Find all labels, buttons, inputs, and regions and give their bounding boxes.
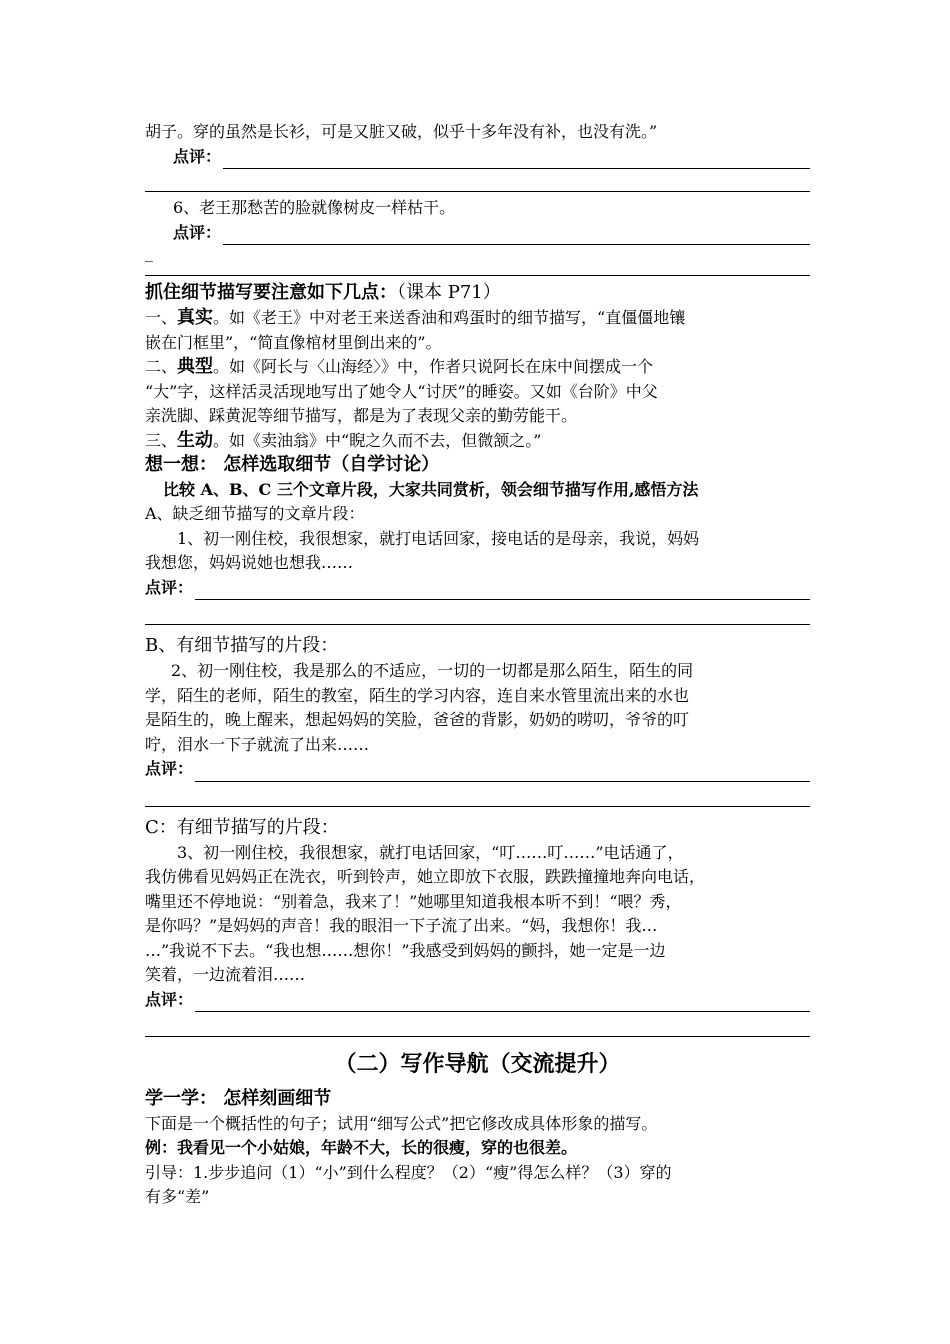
point-2-cont: 亲洗脚、踩黄泥等细节描写，都是为了表现父亲的勤劳能干。 (145, 406, 578, 425)
comment-label: 点评： (145, 577, 194, 597)
answer-blank-full[interactable] (145, 782, 810, 807)
section-b-line: 2、初一刚住校，我是那么的不适应，一切的一切都是那么陌生，陌生的同 (171, 661, 694, 680)
answer-blank[interactable] (195, 581, 810, 600)
answer-blank[interactable] (195, 993, 810, 1012)
learn-intro: 下面是一个概括性的句子；试用“细写公式”把它修改成具体形象的描写。 (145, 1113, 658, 1133)
point-2-key: 典型 (177, 356, 214, 377)
comment-line (145, 221, 810, 246)
answer-blank[interactable] (223, 226, 810, 245)
point-1-text: 。如《老王》中对老王来送香油和鸡蛋时的细节描写，“直僵僵地镶 (213, 308, 686, 327)
comment-line (145, 145, 810, 170)
section-c-line: 嘴里还不停地说：“别着急，我来了！”她哪里知道我根本听不到！“喂？秀， (145, 891, 682, 911)
point-3-prefix: 三、 (145, 430, 178, 450)
comment-line (145, 576, 810, 601)
answer-blank[interactable] (195, 763, 810, 782)
comment-label: 点评： (173, 146, 222, 166)
point-3-key: 生动 (177, 429, 214, 451)
section-c-line: 笑着，一边流着泪…… (145, 965, 306, 984)
comment-label: 点评： (145, 759, 194, 778)
example-sentence: 例：我看见一个小姑娘，年龄不大，长的很瘦，穿的也很差。 (145, 1138, 578, 1157)
section-c-line: …”我说不下去。“我也想……想你！”我感受到妈妈的颤抖，她一定是一边 (145, 940, 666, 960)
answer-blank-full[interactable] (145, 1012, 810, 1037)
section-c-line: 3、初一刚住校，我很想家，就打电话回家，“叮……叮……”电话通了， (177, 842, 684, 862)
points-heading-text: 抓住细节描写要注意如下几点： (145, 282, 397, 303)
section-b-line: 咛，泪水一下子就流了出来…… (145, 734, 370, 754)
think-heading: 想一想： 怎样选取细节（自学讨论） (145, 454, 440, 475)
point-1-cont: 嵌在门框里”，“简直像棺材里倒出来的”。 (145, 332, 442, 352)
section-c-line: 我仿佛看见妈妈正在洗衣，听到铃声，她立即放下衣服，跌跌撞撞地奔向电话， (145, 867, 706, 886)
learn-heading: 学一学： 怎样刻画细节 (145, 1088, 332, 1109)
section-b-title: B、有细节描写的片段： (145, 635, 339, 656)
comment-line (145, 757, 810, 782)
point-2-text: 。如《阿长与〈山海经〉》中，作者只说阿长在床中间摆成一个 (213, 357, 654, 376)
item-6: 6、老王那愁苦的脸就像树皮一样枯干。 (173, 198, 456, 217)
section-b-line: 学，陌生的老师，陌生的教室，陌生的学习内容，连自来水管里流出来的水也 (145, 685, 690, 705)
stray-mark: _ (145, 243, 153, 262)
point-2 (145, 355, 810, 380)
section-a-title: A、缺乏细节描写的文章片段： (145, 504, 365, 523)
quote-continuation: 胡子。穿的虽然是长衫，可是又脏又破，似乎十多年没有补，也没有洗。” (145, 122, 658, 141)
answer-blank-full[interactable] (145, 600, 810, 625)
guide-text: 引导：1.步步追问（1）“小”到什么程度？（2）“瘦”得怎么样？（3）穿的 (145, 1162, 672, 1182)
guide-line-cont: 有多“差” (145, 1187, 210, 1206)
answer-blank[interactable] (223, 150, 810, 169)
comment-label: 点评： (173, 222, 222, 242)
document-page (145, 120, 810, 1210)
points-heading (145, 280, 810, 306)
point-3-text: 。如《卖油翁》中“睨之久而不去，但微颔之。” (213, 430, 542, 450)
comment-label: 点评： (145, 989, 194, 1009)
section-a-line: 我想您，妈妈说她也想我…… (145, 553, 354, 572)
point-2-cont: “大”字，这样活灵活现地写出了她令人“讨厌”的睡姿。又如《台阶》中父 (145, 381, 658, 401)
point-3 (145, 429, 810, 454)
points-heading-ref: （课本 P71） (397, 282, 501, 303)
answer-blank-full[interactable] (145, 169, 810, 192)
point-1-prefix: 一、 (145, 308, 178, 327)
section-c-line: 是你吗？”是妈妈的声音！我的眼泪一下子流了出来。“妈，我想你！我… (145, 916, 658, 935)
answer-blank-full[interactable] (145, 261, 810, 276)
section-2-title: （二）写作导航（交流提升） (334, 1051, 621, 1077)
section-b-line: 是陌生的，晚上醒来，想起妈妈的笑脸，爸爸的背影，奶奶的唠叨，爷爷的叮 (145, 710, 690, 729)
comment-line (145, 988, 810, 1013)
point-1 (145, 306, 810, 331)
guide-line (145, 1161, 810, 1186)
section-a-line: 1、初一刚住校，我很想家，就打电话回家，接电话的是母亲，我说，妈妈 (177, 528, 700, 548)
compare-instruction: 比较 A、B、C 三个文章片段，大家共同赏析，领会细节描写作用,感悟方法 (163, 479, 699, 499)
section-c-title: C：有细节描写的片段： (145, 816, 339, 838)
point-1-key: 真实 (177, 307, 214, 328)
point-2-prefix: 二、 (145, 357, 178, 376)
